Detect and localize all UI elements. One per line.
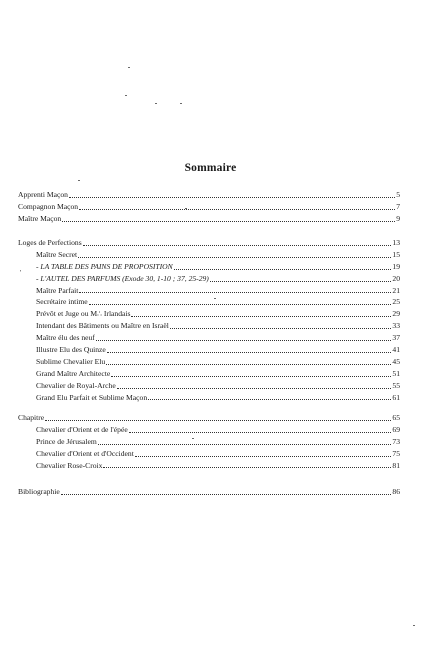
toc-dot-leader: [117, 388, 392, 389]
toc-entry-page-number: 25: [392, 297, 400, 307]
toc-dot-leader: [78, 257, 391, 258]
scan-speck: [128, 67, 130, 68]
toc-entry: [18, 392, 400, 404]
toc-entry-label: Intendant des Bâtiments ou Maître en Israël: [36, 321, 169, 331]
toc-entry-label: Grand Elu Parfait et Sublime Maçon: [36, 392, 148, 402]
toc-dot-leader: [61, 494, 392, 495]
toc-entry-page-number: 61: [392, 392, 400, 402]
toc-entry: [18, 460, 400, 472]
toc-entry-label: Chevalier Rose-Croix: [36, 460, 103, 470]
toc-entry-page-number: 5: [396, 189, 400, 199]
toc-entry-page-number: 13: [392, 237, 400, 247]
toc-entry-label: - L'AUTEL DES PARFUMS (Exode 30, 1-10 ; 37, 25-29): [36, 273, 209, 283]
toc-entry-label: Chevalier d'Orient et de l'épée: [36, 424, 128, 434]
toc-entry-page-number: 19: [392, 261, 400, 271]
toc-entry-label: Chevalier de Royal-Arche: [36, 380, 116, 390]
toc-dot-leader: [89, 304, 392, 305]
scan-speck: [413, 625, 415, 626]
toc-entry-label: Bibliographie: [18, 486, 60, 496]
toc-entry: [18, 448, 400, 460]
toc-entry-page-number: 69: [392, 424, 400, 434]
toc-entry-label: Loges de Perfections: [18, 237, 82, 247]
toc-entry: [18, 344, 400, 356]
toc-entry: [18, 368, 400, 380]
toc-entry: [18, 424, 400, 436]
toc-entry-label: Maître Parfait: [36, 285, 79, 295]
toc-entry-label: Illustre Elu des Quinze: [36, 345, 106, 354]
toc-entry: [18, 320, 400, 332]
toc-dot-leader: [174, 269, 392, 270]
toc-dot-leader: [98, 444, 392, 445]
toc-entry-label: Prince de Jérusalem: [36, 436, 97, 446]
toc-entry-label: Compagnon Maçon: [18, 201, 79, 211]
toc-entry-page-number: 73: [392, 436, 400, 446]
toc-entry-label: Apprenti Maçon: [18, 189, 68, 199]
toc-entry: [18, 436, 400, 448]
toc-dot-leader: [148, 399, 391, 400]
toc-dot-leader: [103, 467, 391, 468]
toc-entry: [18, 261, 400, 273]
stray-mark: ': [20, 269, 22, 277]
scan-speck: [155, 103, 157, 104]
toc-dot-leader: [79, 292, 391, 293]
toc-dot-leader: [45, 420, 391, 421]
toc-entry-label: Grand Maître Architecte: [36, 368, 111, 378]
toc-dot-leader: [135, 456, 392, 457]
toc-entry: [18, 237, 400, 249]
toc-dot-leader: [170, 328, 392, 329]
toc-entry-page-number: 45: [392, 356, 400, 366]
toc-entry-label: Chevalier d'Orient et d'Occident: [36, 448, 134, 458]
toc-entry: [18, 249, 400, 261]
toc-entry-page-number: 55: [392, 380, 400, 390]
toc-entry-page-number: 20: [392, 273, 400, 283]
toc-entry-page-number: 29: [392, 309, 400, 319]
toc-entry: [18, 412, 400, 424]
toc-group-bibliographie: [18, 486, 400, 498]
toc-entry-label: Maître Secret: [36, 249, 78, 259]
toc-entry-page-number: 21: [392, 285, 400, 295]
toc-entry: [18, 356, 400, 368]
toc-dot-leader: [106, 364, 391, 365]
toc-dot-leader: [69, 197, 395, 198]
toc-dot-leader: [62, 221, 395, 222]
toc-entry-label: Maître élu des neuf: [36, 333, 95, 343]
toc-entry-label: - LA TABLE DES PAINS DE PROPOSITION: [36, 261, 173, 271]
toc-entry-page-number: 9: [396, 213, 400, 223]
toc-entry-label: Secrétaire intime: [36, 297, 88, 307]
toc-entry-page-number: 7: [396, 201, 400, 211]
toc-dot-leader: [83, 245, 392, 246]
scan-speck: [125, 95, 127, 96]
toc-entry-page-number: 75: [392, 448, 400, 458]
toc-entry: [18, 273, 400, 285]
toc-dot-leader: [111, 376, 391, 377]
toc-entry: [18, 213, 400, 225]
toc-group-loges-de-perfection: [18, 237, 400, 403]
toc-entry-page-number: 37: [392, 333, 400, 343]
page-title: Sommaire: [184, 162, 237, 174]
toc-entry-page-number: 33: [392, 321, 400, 331]
toc-entry: [18, 380, 400, 392]
toc-dot-leader: [96, 340, 392, 341]
toc-entry-label: Prévôt et Juge ou M∴ Irlandais: [36, 309, 131, 319]
toc-entry-label: Chapitre: [18, 412, 45, 422]
scan-speck: [180, 103, 182, 104]
toc-entry-page-number: 81: [392, 460, 400, 470]
toc-dot-leader: [131, 316, 391, 317]
toc-entry-page-number: 86: [392, 486, 400, 496]
toc-entry: [18, 296, 400, 308]
toc-dot-leader: [107, 352, 392, 353]
toc-entry: [18, 332, 400, 344]
toc-entry-label: Maître Maçon: [18, 213, 62, 223]
toc-entry: [18, 201, 400, 213]
toc-dot-leader: [79, 209, 395, 210]
scan-speck: [78, 180, 80, 181]
toc-entry-page-number: 15: [392, 249, 400, 259]
toc-entry-page-number: 51: [392, 368, 400, 378]
toc-entry-label: Sublime Chevalier Elu: [36, 356, 106, 366]
toc-group-grades-symboliques: [18, 189, 400, 225]
toc-entry: [18, 486, 400, 498]
toc-entry-page-number: 65: [392, 412, 400, 422]
toc-dot-leader: [210, 281, 392, 282]
toc-entry: [18, 189, 400, 201]
toc-dot-leader: [129, 432, 392, 433]
toc-group-chapitre: [18, 412, 400, 471]
toc-entry-page-number: 41: [392, 345, 400, 354]
toc-entry: [18, 308, 400, 320]
toc-entry: [18, 285, 400, 297]
